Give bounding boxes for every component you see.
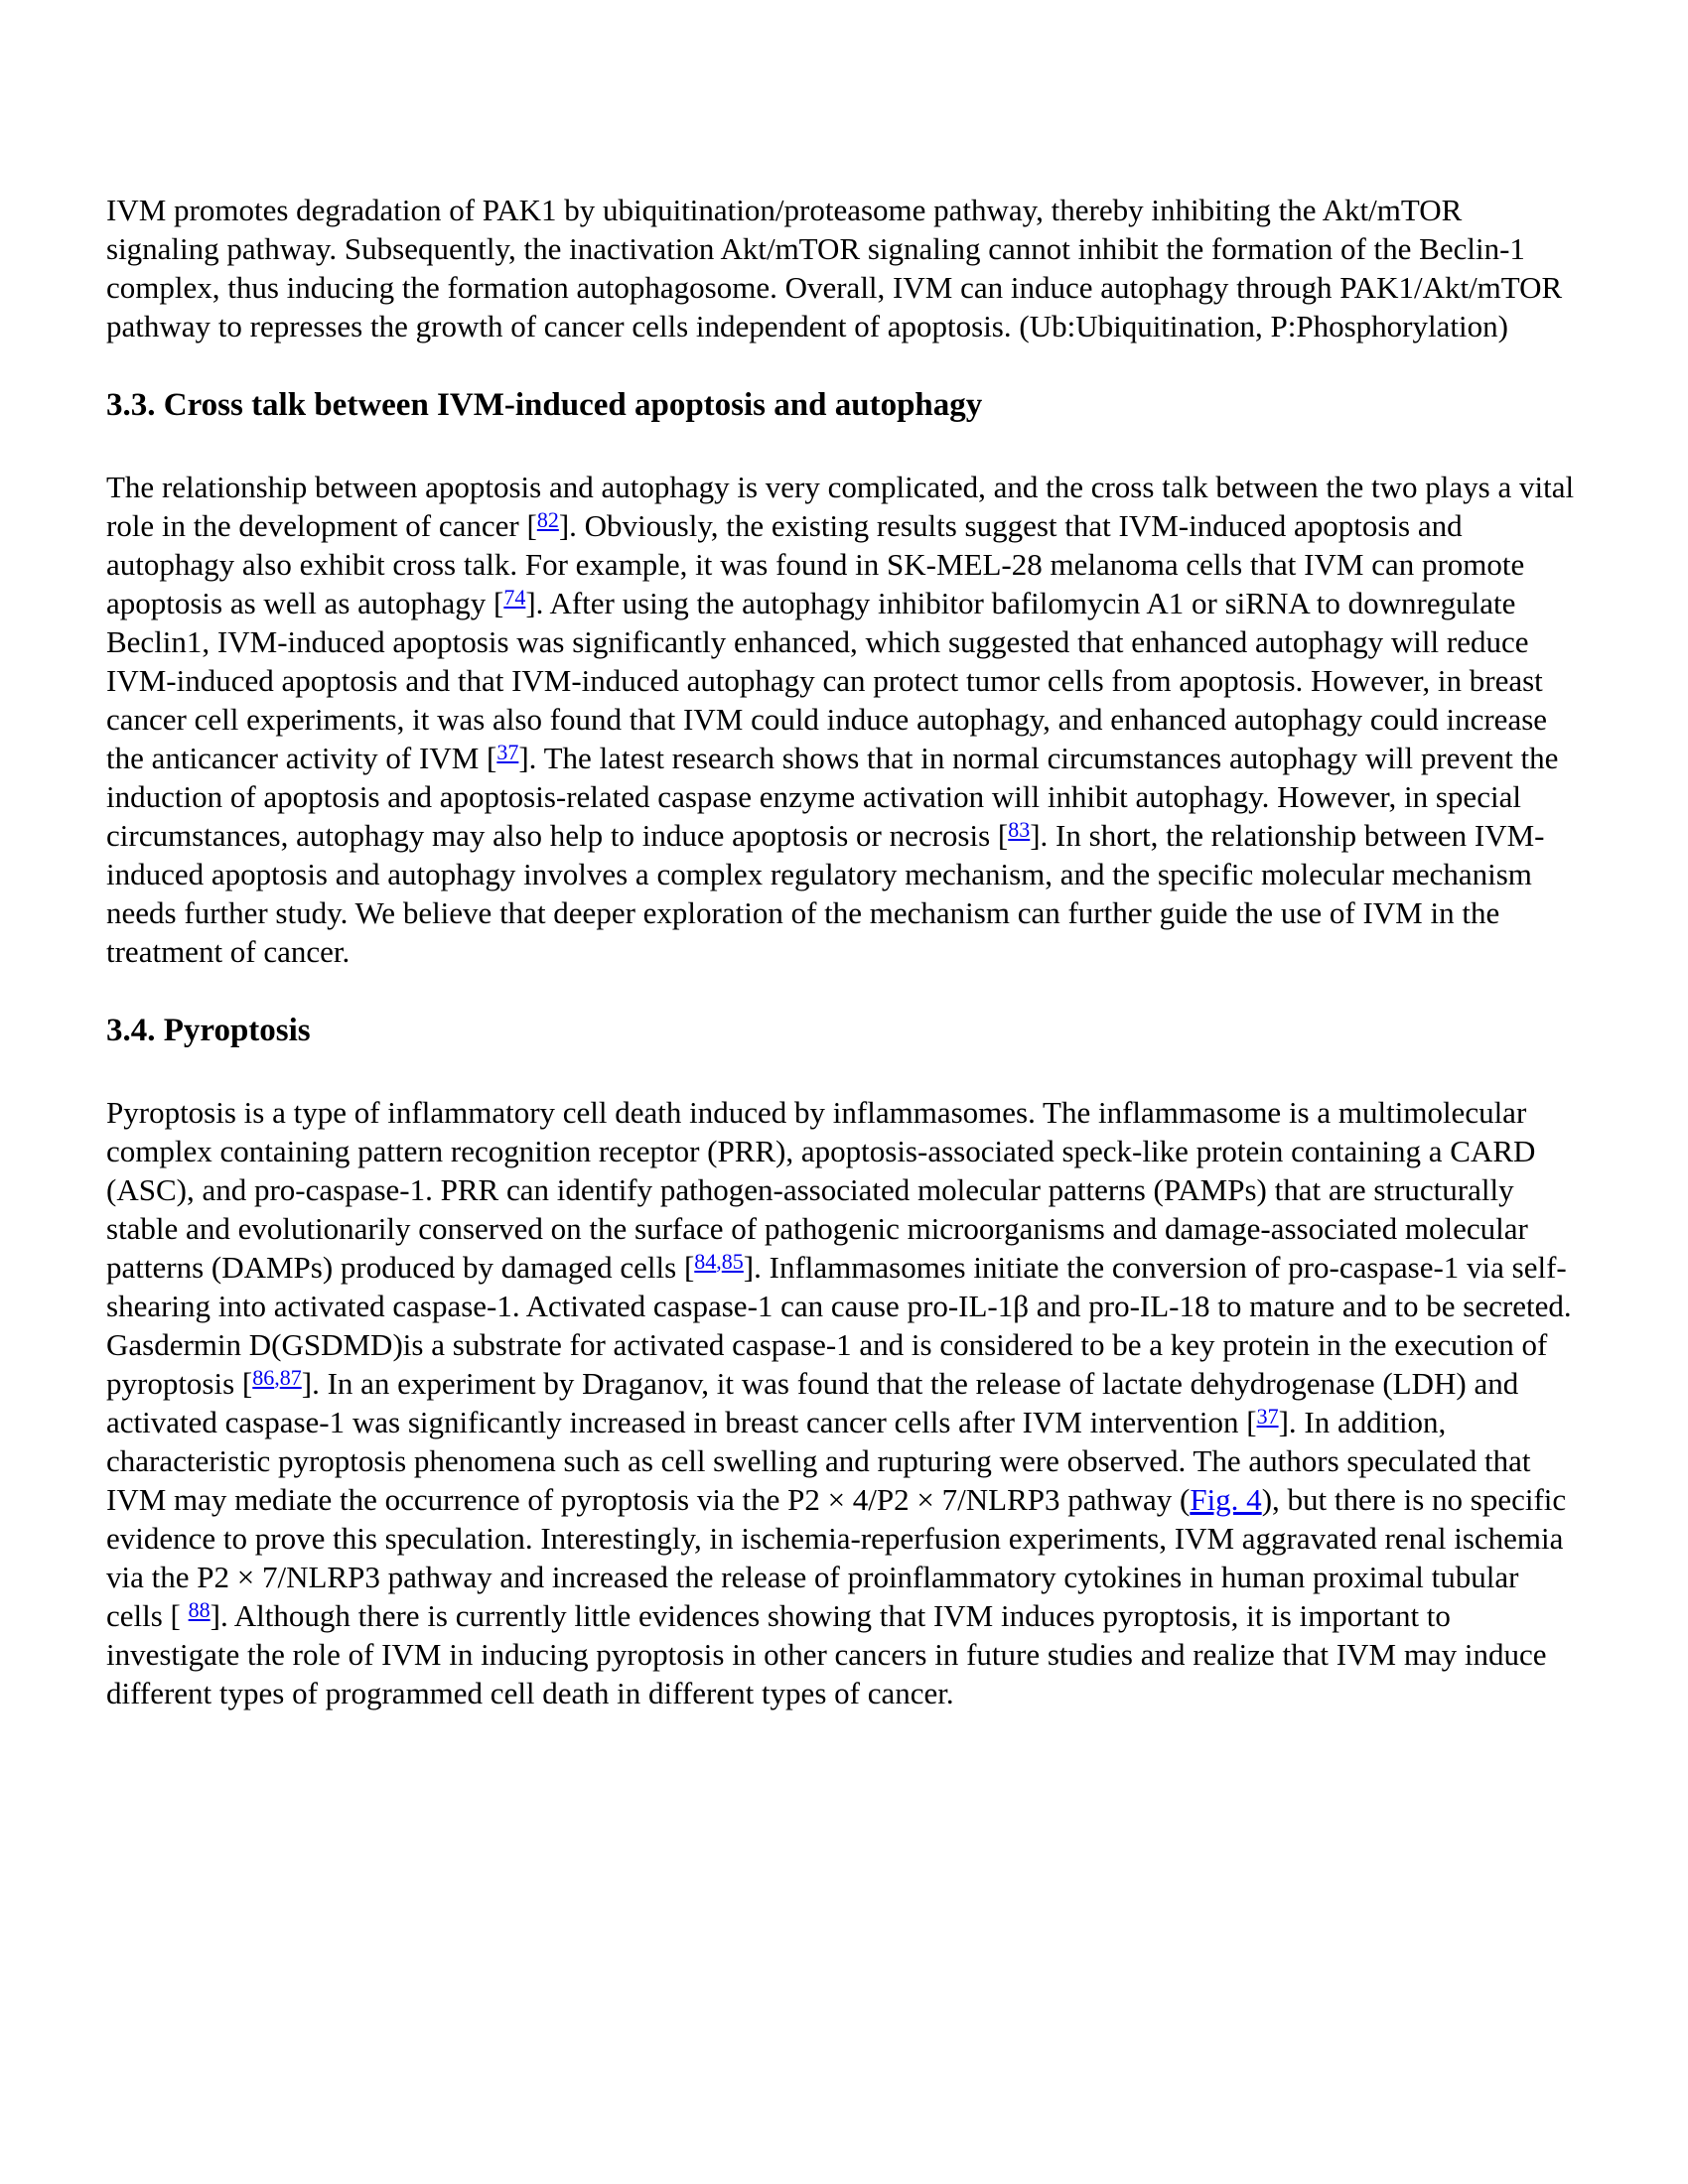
section-heading-3-4: 3.4. Pyroptosis: [106, 1013, 311, 1048]
text-run: ]. The latest research shows that in normal circumstances autophagy will prevent the induction of apoptosis and apoptosis-related caspase enzyme activation will inhibit autophagy. However, in special circumstances, autophagy may also help to induce apoptosis or necrosis [: [106, 741, 1559, 853]
text-run: ]. Although there is currently little evidences showing that IVM induces pyroptosis, it is important to investigate the role of IVM in inducing pyroptosis in other cancers in future studies and realize that IVM may induce different types of programmed cell death in different types of cancer.: [106, 1598, 1547, 1710]
citation-separator: ,: [716, 1249, 722, 1274]
section-3-3-paragraph: [106, 468, 1579, 971]
text-run: ]. Obviously, the existing results suggest that IVM-induced apoptosis and autophagy also exhibit cross talk. For example, it was found in SK-MEL-28 melanoma cells that IVM can promote apoptosis as well as autophagy [: [106, 508, 1525, 620]
text-run: ]. After using the autophagy inhibitor bafilomycin A1 or siRNA to downregulate Beclin1, IVM-induced apoptosis was significantly enhanced, which suggested that enhanced autophagy will reduce IVM-induced apoptosis and that IVM-induced autophagy can protect tumor cells from apoptosis. However, in breast cancer cell experiments, it was also found that IVM could induce autophagy, and enhanced autophagy could increase the anticancer activity of IVM [: [106, 586, 1548, 775]
citation-ref-link[interactable]: 86: [252, 1365, 275, 1390]
article-text-column: [106, 191, 1579, 1712]
citation-ref-link[interactable]: 87: [279, 1365, 302, 1390]
citation-ref-link[interactable]: 74: [503, 585, 526, 610]
citation-ref-link[interactable]: 88: [188, 1597, 211, 1622]
citation-ref-link[interactable]: 85: [721, 1249, 744, 1274]
text-run: ]. In an experiment by Draganov, it was found that the release of lactate dehydrogenase (LDH) and activated caspase-1 was significantly increased in breast cancer cells after IVM intervention [: [106, 1366, 1519, 1439]
citation-ref-link[interactable]: 84: [694, 1249, 717, 1274]
citation-ref-link[interactable]: 82: [536, 507, 559, 532]
text-run: ]. In short, the relationship between IVM-induced apoptosis and autophagy involves a complex regulatory mechanism, and the specific molecular mechanism needs further study. We believe that deeper exploration of the mechanism can further guide the use of IVM in the treatment of cancer.: [106, 818, 1545, 969]
figure-caption-paragraph: [106, 191, 1579, 345]
citation-ref-link[interactable]: 37: [1256, 1404, 1279, 1429]
citation-ref-link[interactable]: 37: [496, 740, 519, 764]
text-run: Pyroptosis is a type of inflammatory cell death induced by inflammasomes. The inflammasome is a multimolecular complex containing pattern recognition receptor (PRR), apoptosis-associated speck-like protein containing a CARD (ASC), and pro-caspase-1. PRR can identify pathogen-associated molecular patterns (PAMPs) that are structurally stable and evolutionarily conserved on the surface of pathogenic microorganisms and damage-associated molecular patterns (DAMPs) produced by damaged cells [: [106, 1095, 1536, 1285]
text-run: IVM promotes degradation of PAK1 by ubiquitination/proteasome pathway, thereby inhibiting the Akt/mTOR signaling pathway. Subsequently, the inactivation Akt/mTOR signaling cannot inhibit the formation of the Beclin-1 complex, thus inducing the formation autophagosome. Overall, IVM can induce autophagy through PAK1/Akt/mTOR pathway to represses the growth of cancer cells independent of apoptosis. (Ub:Ubiquitination, P:Phosphorylation): [106, 193, 1563, 343]
citation-separator: ,: [274, 1365, 280, 1390]
section-3-4-paragraph: [106, 1093, 1579, 1712]
figure-link[interactable]: Fig. 4: [1190, 1482, 1262, 1517]
text-run: ), but there is no specific evidence to prove this speculation. Interestingly, in ischemia-reperfusion experiments, IVM aggravated renal ischemia via the P2 × 7/NLRP3 pathway and increased the release of proinflammatory cytokines in human proximal tubular cells [: [106, 1482, 1567, 1633]
citation-ref-link[interactable]: 83: [1008, 817, 1031, 842]
text-run: ]. Inflammasomes initiate the conversion of pro-caspase-1 via self-shearing into activated caspase-1. Activated caspase-1 can cause pro-IL-1β and pro-IL-18 to mature and to be secreted. Gasdermin D(GSDMD)is a substrate for activated caspase-1 and is considered to be a key protein in the execution of pyroptosis [: [106, 1250, 1572, 1401]
section-heading-3-3: 3.3. Cross talk between IVM-induced apoptosis and autophagy: [106, 387, 983, 423]
text-run: The relationship between apoptosis and autophagy is very complicated, and the cross talk between the two plays a vital role in the development of cancer [: [106, 470, 1575, 543]
text-run: ]. In addition, characteristic pyroptosis phenomena such as cell swelling and rupturing were observed. The authors speculated that IVM may mediate the occurrence of pyroptosis via the P2 × 4/P2 × 7/NLRP3 pathway (: [106, 1405, 1531, 1517]
